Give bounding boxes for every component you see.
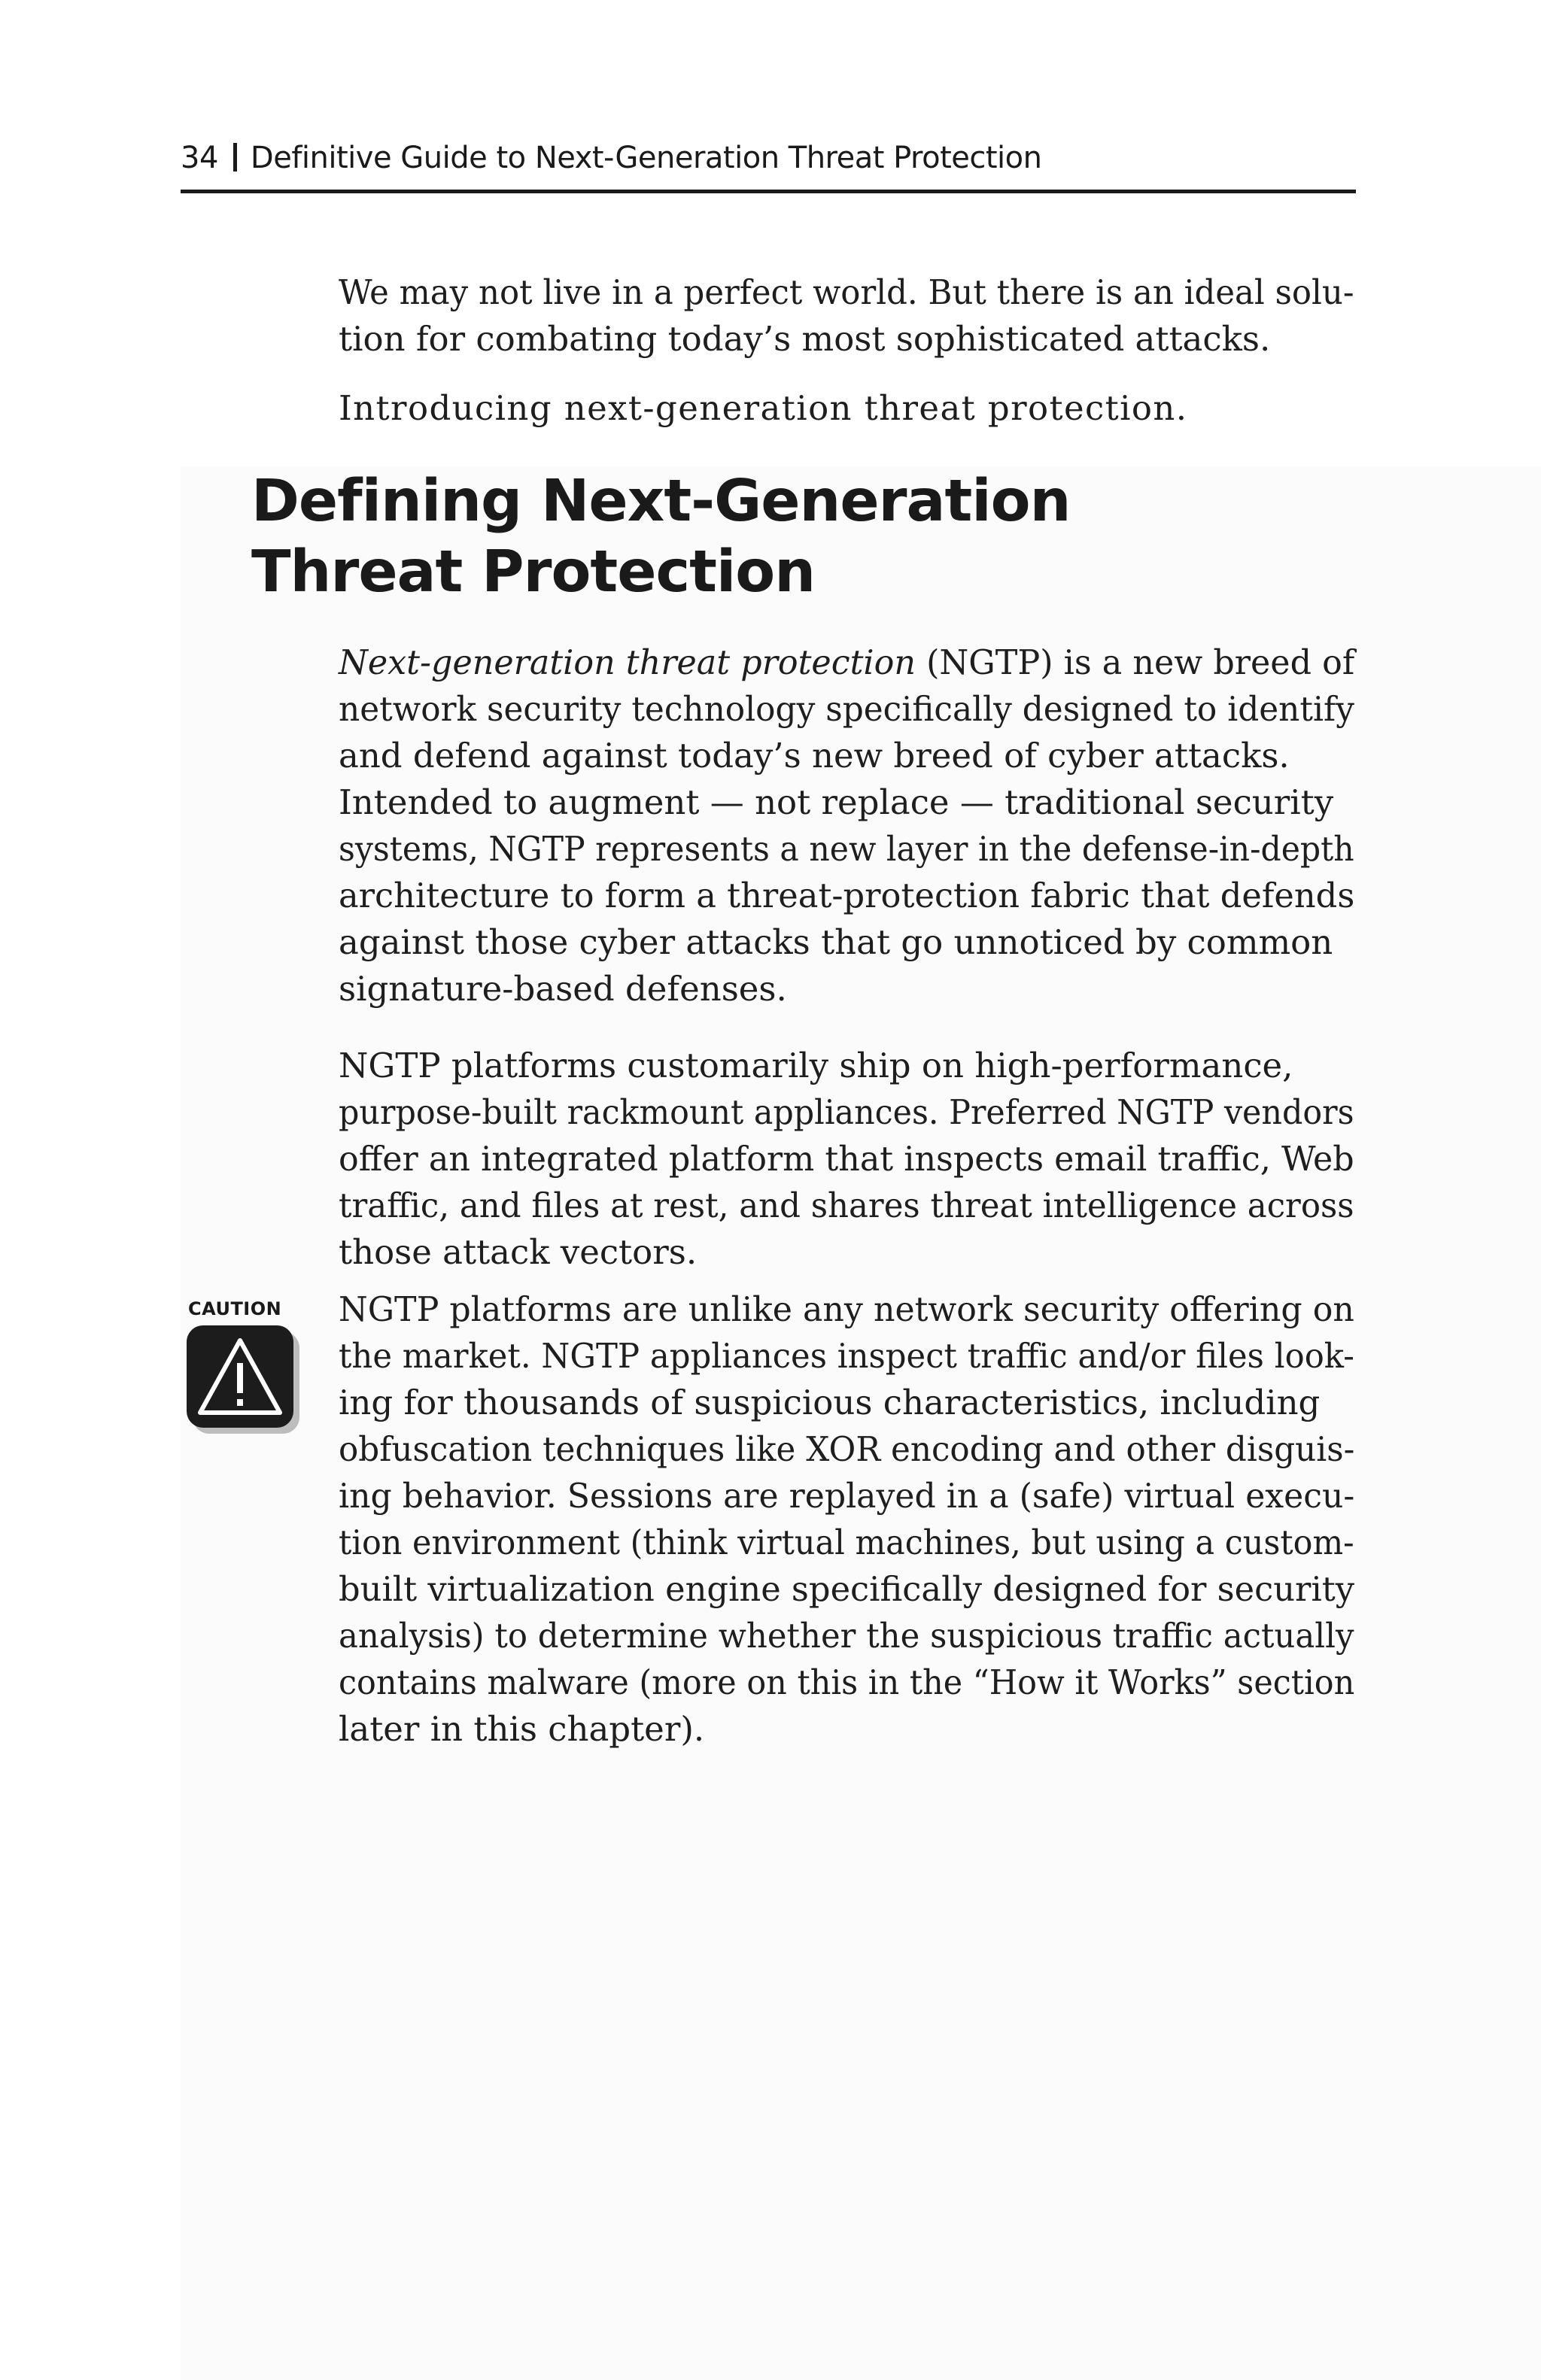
paragraph-line: later in this chapter).: [339, 1709, 705, 1749]
paragraph-line: obfuscation techniques like XOR encoding and other disguis-: [339, 1429, 1355, 1469]
paragraph-line: NGTP platforms customarily ship on high-performance,: [339, 1046, 1293, 1085]
running-head-separator: [233, 143, 237, 172]
paragraph-line: purpose-built rackmount appliances. Preferred NGTP vendors: [339, 1092, 1354, 1132]
paragraph-line: tion environment (think virtual machines, but using a custom-: [339, 1522, 1354, 1562]
paragraph-line: those attack vectors.: [339, 1232, 698, 1272]
paragraph-line: built virtualization engine specifically designed for security: [339, 1569, 1355, 1609]
paragraph-line: contains malware (more on this in the “How it Works” section: [339, 1662, 1355, 1702]
paragraph-line: Intended to augment — not replace — traditional security: [339, 782, 1334, 822]
section-heading-line: Defining Next-Generation: [251, 468, 1071, 535]
paragraph-line: signature-based defenses.: [339, 969, 787, 1009]
paragraph-line-rest: (NGTP) is a new breed of: [915, 642, 1355, 682]
paragraph-platforms: [339, 1043, 1354, 1276]
paragraph-line: NGTP platforms are unlike any network security offering on: [339, 1289, 1354, 1329]
paragraph-line: traffic, and files at rest, and shares threat intelligence across: [339, 1185, 1354, 1225]
running-head-title: Definitive Guide to Next-Generation Threat Protection: [250, 141, 1042, 175]
paragraph-caution: [339, 1286, 1354, 1753]
section-heading: [251, 466, 1070, 608]
defined-term: Next-generation threat protection: [339, 642, 916, 682]
paragraph-line: offer an integrated platform that inspects email traffic, Web: [339, 1139, 1354, 1179]
page-number: 34: [181, 141, 218, 175]
paragraph-line: architecture to form a threat-protection fabric that defends: [339, 876, 1355, 915]
section-heading-line: Threat Protection: [251, 539, 816, 606]
paragraph-line: the market. NGTP appliances inspect traffic and/or files look-: [339, 1336, 1354, 1376]
paragraph-line: and defend against today’s new breed of cyber attacks.: [339, 736, 1290, 776]
paragraph-line: ing for thousands of suspicious characteristics, including: [339, 1383, 1321, 1422]
running-head: [181, 135, 1356, 193]
caution-callout: [184, 1298, 304, 1441]
intro-block: [339, 269, 1354, 432]
intro-line: We may not live in a perfect world. But there is an ideal solu-: [339, 272, 1354, 312]
paragraph-line: [339, 639, 1354, 686]
caution-label: CAUTION: [188, 1298, 282, 1319]
warning-triangle-icon: [184, 1324, 304, 1437]
introducing-line: Introducing next-generation threat protection.: [339, 388, 1188, 428]
paragraph-line: analysis) to determine whether the suspicious traffic actually: [339, 1616, 1354, 1656]
paragraph-line: ing behavior. Sessions are replayed in a (safe) virtual execu-: [339, 1476, 1355, 1516]
paragraph-line: against those cyber attacks that go unnoticed by common: [339, 922, 1333, 962]
intro-line: tion for combating today’s most sophisticated attacks.: [339, 319, 1271, 359]
paragraph-line: network security technology specifically designed to identify: [339, 689, 1354, 729]
paragraph-definition: [339, 639, 1354, 1012]
paragraph-line: systems, NGTP represents a new layer in the defense-in-depth: [339, 829, 1354, 869]
